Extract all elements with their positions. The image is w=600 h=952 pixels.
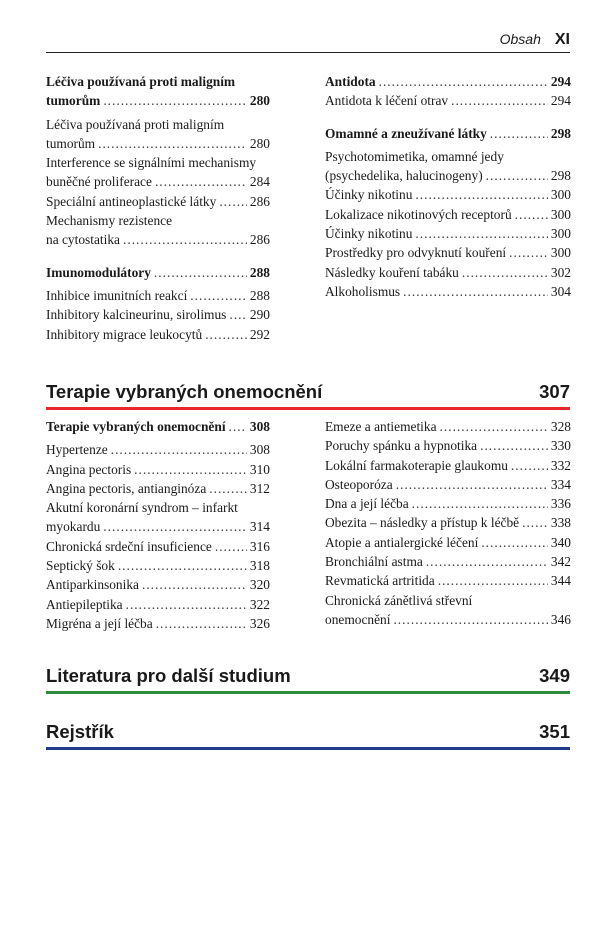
toc-entry-title: Imunomodulátory bbox=[46, 264, 151, 280]
toc-entry[interactable] bbox=[46, 192, 270, 211]
toc-entry-page: 310 bbox=[249, 461, 270, 477]
toc-entry-page: 330 bbox=[550, 438, 571, 454]
dot-leader bbox=[438, 571, 548, 590]
toc-entry-page: 318 bbox=[249, 558, 270, 574]
dot-leader bbox=[486, 166, 548, 185]
toc-entry-title-line: Léčiva používaná proti maligním bbox=[46, 116, 225, 132]
dot-leader bbox=[118, 556, 247, 575]
toc-entry[interactable] bbox=[325, 456, 571, 475]
dot-leader bbox=[415, 224, 548, 243]
toc-entry-title: Angina pectoris, antianginóza bbox=[46, 480, 207, 496]
toc-section-heading[interactable] bbox=[46, 263, 270, 282]
toc-entry[interactable] bbox=[325, 417, 571, 436]
toc-entry-page: 300 bbox=[550, 245, 571, 261]
dot-leader bbox=[396, 475, 548, 494]
toc-entry-title-line: Mechanismy rezistence bbox=[46, 213, 173, 229]
toc-entry-title: Omamné a zneužívané látky bbox=[325, 125, 487, 141]
chapter-color-bar bbox=[46, 407, 570, 410]
dot-leader bbox=[98, 134, 247, 153]
toc-entry-page: 332 bbox=[550, 457, 571, 473]
toc-entry-page: 308 bbox=[249, 419, 270, 434]
toc-entry-title: Antidota bbox=[325, 74, 376, 89]
dot-leader bbox=[415, 185, 548, 204]
dot-leader bbox=[155, 172, 247, 191]
toc-entry-title: Inhibitory kalcineurinu, sirolimus bbox=[46, 307, 227, 323]
toc-section-heading[interactable] bbox=[325, 72, 571, 91]
dot-leader bbox=[126, 595, 247, 614]
toc-entry-title: Emeze a antiemetika bbox=[325, 419, 437, 434]
dot-leader bbox=[229, 417, 247, 436]
toc-column-top-right bbox=[325, 72, 571, 301]
toc-entry-page: 300 bbox=[550, 226, 571, 242]
toc-entry-page: 302 bbox=[550, 264, 571, 280]
toc-entry-title: onemocnění bbox=[325, 611, 391, 627]
toc-entry-title: Terapie vybraných onemocnění bbox=[46, 419, 226, 434]
toc-column-top-left bbox=[46, 72, 270, 344]
chapter-page: 307 bbox=[539, 381, 570, 402]
dot-leader bbox=[103, 517, 247, 536]
chapter-color-bar bbox=[46, 691, 570, 694]
running-header-section: Obsah bbox=[499, 31, 541, 47]
toc-entry-page: 288 bbox=[249, 264, 270, 280]
toc-entry-title: Lokální farmakoterapie glaukomu bbox=[325, 457, 508, 473]
toc-column-bottom-right bbox=[325, 417, 571, 629]
toc-entry-page: 326 bbox=[249, 615, 270, 631]
toc-entry-page: 288 bbox=[249, 287, 270, 303]
dot-leader bbox=[205, 325, 247, 344]
toc-entry-page: 338 bbox=[550, 515, 571, 531]
toc-entry-page: 298 bbox=[550, 125, 571, 141]
dot-leader bbox=[490, 124, 548, 143]
dot-leader bbox=[480, 436, 548, 455]
toc-entry[interactable] bbox=[325, 513, 571, 532]
toc-entry[interactable] bbox=[46, 440, 270, 459]
toc-entry-title: myokardu bbox=[46, 519, 101, 535]
toc-entry-title: Speciální antineoplastické látky bbox=[46, 193, 217, 209]
chapter-band-rejstrik bbox=[46, 721, 570, 750]
toc-section-heading[interactable] bbox=[46, 417, 270, 436]
toc-entry[interactable] bbox=[46, 286, 270, 305]
dot-leader bbox=[219, 192, 247, 211]
toc-entry-title: Následky kouření tabáku bbox=[325, 264, 459, 280]
dot-leader bbox=[403, 282, 548, 301]
toc-entry[interactable] bbox=[325, 533, 571, 552]
toc-entry[interactable] bbox=[46, 230, 270, 249]
dot-leader bbox=[215, 537, 247, 556]
toc-entry-page: 292 bbox=[249, 326, 270, 342]
toc-entry[interactable] bbox=[46, 575, 270, 594]
toc-entry-title: Atopie a antialergické léčení bbox=[325, 534, 479, 550]
toc-entry-title: tumorům bbox=[46, 135, 96, 151]
chapter-page: 349 bbox=[539, 665, 570, 686]
toc-entry-title: Poruchy spánku a hypnotika bbox=[325, 438, 478, 454]
toc-entry-title: Septický šok bbox=[46, 558, 115, 574]
toc-entry[interactable] bbox=[325, 475, 571, 494]
toc-entry[interactable] bbox=[46, 305, 270, 324]
toc-section-heading[interactable] bbox=[325, 124, 571, 143]
dot-leader bbox=[509, 243, 548, 262]
dot-leader bbox=[412, 494, 548, 513]
toc-section-heading[interactable] bbox=[46, 91, 270, 110]
running-header bbox=[500, 31, 570, 49]
toc-entry-title: Inhibitory migrace leukocytů bbox=[46, 326, 203, 342]
toc-entry-title: Dna a její léčba bbox=[325, 496, 409, 512]
toc-entry-title-line: Léčiva používaná proti maligním bbox=[46, 74, 236, 89]
dot-leader bbox=[229, 305, 247, 324]
toc-entry-page: 286 bbox=[249, 232, 270, 248]
toc-entry-page: 308 bbox=[249, 442, 270, 458]
dot-leader bbox=[111, 440, 247, 459]
toc-entry-title: tumorům bbox=[46, 93, 101, 109]
toc-entry-page: 294 bbox=[550, 93, 571, 109]
toc-entry-page: 316 bbox=[249, 538, 270, 554]
toc-entry-title: Prostředky pro odvyknutí kouření bbox=[325, 245, 507, 261]
toc-entry-page: 336 bbox=[550, 496, 571, 512]
toc-entry-title: Antidota k léčení otrav bbox=[325, 93, 449, 109]
toc-entry-title: na cytostatika bbox=[46, 232, 120, 248]
chapter-color-bar bbox=[46, 747, 570, 750]
spacer bbox=[46, 250, 270, 263]
toc-entry[interactable] bbox=[325, 263, 571, 282]
toc-entry-page: 286 bbox=[249, 193, 270, 209]
toc-entry-title: Alkoholismus bbox=[325, 283, 401, 299]
toc-entry-title-line: Interference se signálními mechanismy bbox=[46, 155, 257, 171]
chapter-title[interactable]: Terapie vybraných onemocnění bbox=[46, 381, 323, 402]
toc-entry[interactable] bbox=[325, 552, 571, 571]
toc-entry[interactable] bbox=[325, 494, 571, 513]
dot-leader bbox=[379, 72, 548, 91]
toc-entry-page: 328 bbox=[550, 419, 571, 434]
toc-entry-title: Účinky nikotinu bbox=[325, 187, 413, 203]
toc-entry[interactable] bbox=[46, 460, 270, 479]
toc-entry-page: 314 bbox=[249, 519, 270, 535]
toc-entry-page: 312 bbox=[249, 480, 270, 496]
toc-column-bottom-left bbox=[46, 417, 270, 633]
dot-leader bbox=[440, 417, 548, 436]
toc-entry-title: Chronická srdeční insuficience bbox=[46, 538, 212, 554]
toc-entry[interactable] bbox=[325, 243, 571, 262]
dot-leader bbox=[481, 533, 548, 552]
toc-entry[interactable] bbox=[46, 479, 270, 498]
dot-leader bbox=[522, 513, 548, 532]
toc-entry-page: 284 bbox=[249, 174, 270, 190]
toc-entry-title: Osteoporóza bbox=[325, 476, 393, 492]
dot-leader bbox=[123, 230, 247, 249]
toc-entry[interactable] bbox=[46, 614, 270, 633]
toc-entry-page: 298 bbox=[550, 168, 571, 184]
toc-entry-page: 334 bbox=[550, 476, 571, 492]
toc-entry-page: 294 bbox=[550, 74, 571, 89]
toc-entry[interactable] bbox=[325, 185, 571, 204]
toc-entry-title: Migréna a její léčba bbox=[46, 615, 153, 631]
toc-entry-page: 342 bbox=[550, 554, 571, 570]
toc-entry[interactable] bbox=[46, 134, 270, 153]
toc-entry-title: Antiparkinsonika bbox=[46, 577, 139, 593]
chapter-title[interactable]: Literatura pro další studium bbox=[46, 665, 291, 686]
spacer bbox=[325, 111, 571, 124]
toc-entry-title-line: Akutní koronární syndrom – infarkt bbox=[46, 500, 238, 516]
toc-entry-title: Revmatická artritida bbox=[325, 573, 435, 589]
toc-entry-page: 300 bbox=[550, 187, 571, 203]
toc-entry[interactable] bbox=[325, 166, 571, 185]
toc-entry[interactable] bbox=[325, 610, 571, 629]
chapter-band-terapie bbox=[46, 381, 570, 410]
toc-entry-page: 322 bbox=[249, 596, 270, 612]
toc-entry-page: 340 bbox=[550, 534, 571, 550]
dot-leader bbox=[451, 91, 548, 110]
dot-leader bbox=[209, 479, 247, 498]
toc-entry-page: 300 bbox=[550, 206, 571, 222]
toc-entry[interactable] bbox=[46, 595, 270, 614]
dot-leader bbox=[154, 263, 247, 282]
running-header-page-number: XI bbox=[554, 31, 570, 48]
toc-entry[interactable] bbox=[325, 224, 571, 243]
toc-entry-title: Antiepileptika bbox=[46, 596, 123, 612]
toc-entry-title: Inhibice imunitních reakcí bbox=[46, 287, 188, 303]
toc-entry-page: 346 bbox=[550, 611, 571, 627]
dot-leader bbox=[134, 460, 247, 479]
toc-entry-title: Hypertenze bbox=[46, 442, 108, 458]
toc-entry-title: Bronchiální astma bbox=[325, 554, 423, 570]
toc-entry-title: Angina pectoris bbox=[46, 461, 132, 477]
toc-entry-title: Lokalizace nikotinových receptorů bbox=[325, 206, 512, 222]
dot-leader bbox=[156, 614, 247, 633]
chapter-page: 351 bbox=[539, 721, 570, 742]
toc-entry-title: Obezita – následky a přístup k léčbě bbox=[325, 515, 520, 531]
toc-entry[interactable] bbox=[325, 91, 571, 110]
dot-leader bbox=[515, 205, 548, 224]
dot-leader bbox=[393, 610, 547, 629]
dot-leader bbox=[103, 91, 247, 110]
dot-leader bbox=[511, 456, 548, 475]
chapter-title[interactable]: Rejstřík bbox=[46, 721, 114, 742]
toc-entry-title: Účinky nikotinu bbox=[325, 226, 413, 242]
dot-leader bbox=[142, 575, 247, 594]
toc-entry-page: 304 bbox=[550, 283, 571, 299]
toc-entry-page: 280 bbox=[249, 135, 270, 151]
toc-entry-title-line: Psychotomimetika, omamné jedy bbox=[325, 148, 504, 164]
toc-entry[interactable] bbox=[46, 325, 270, 344]
toc-entry-title: buněčné proliferace bbox=[46, 174, 152, 190]
toc-entry[interactable] bbox=[325, 436, 571, 455]
toc-entry[interactable] bbox=[325, 205, 571, 224]
dot-leader bbox=[426, 552, 548, 571]
toc-entry-page: 280 bbox=[249, 93, 270, 109]
dot-leader bbox=[190, 286, 247, 305]
toc-entry[interactable] bbox=[46, 537, 270, 556]
toc-entry-title: (psychedelika, halucinogeny) bbox=[325, 168, 483, 184]
toc-entry-page: 290 bbox=[249, 307, 270, 323]
toc-entry[interactable] bbox=[46, 172, 270, 191]
toc-entry[interactable] bbox=[46, 517, 270, 536]
chapter-band-literatura bbox=[46, 665, 570, 694]
toc-entry[interactable] bbox=[325, 571, 571, 590]
toc-entry[interactable] bbox=[46, 556, 270, 575]
toc-entry-title-line: Chronická zánětlivá střevní bbox=[325, 592, 473, 608]
toc-entry-page: 344 bbox=[550, 573, 571, 589]
toc-entry[interactable] bbox=[325, 282, 571, 301]
dot-leader bbox=[462, 263, 548, 282]
toc-entry-page: 320 bbox=[249, 577, 270, 593]
header-rule bbox=[46, 52, 570, 53]
